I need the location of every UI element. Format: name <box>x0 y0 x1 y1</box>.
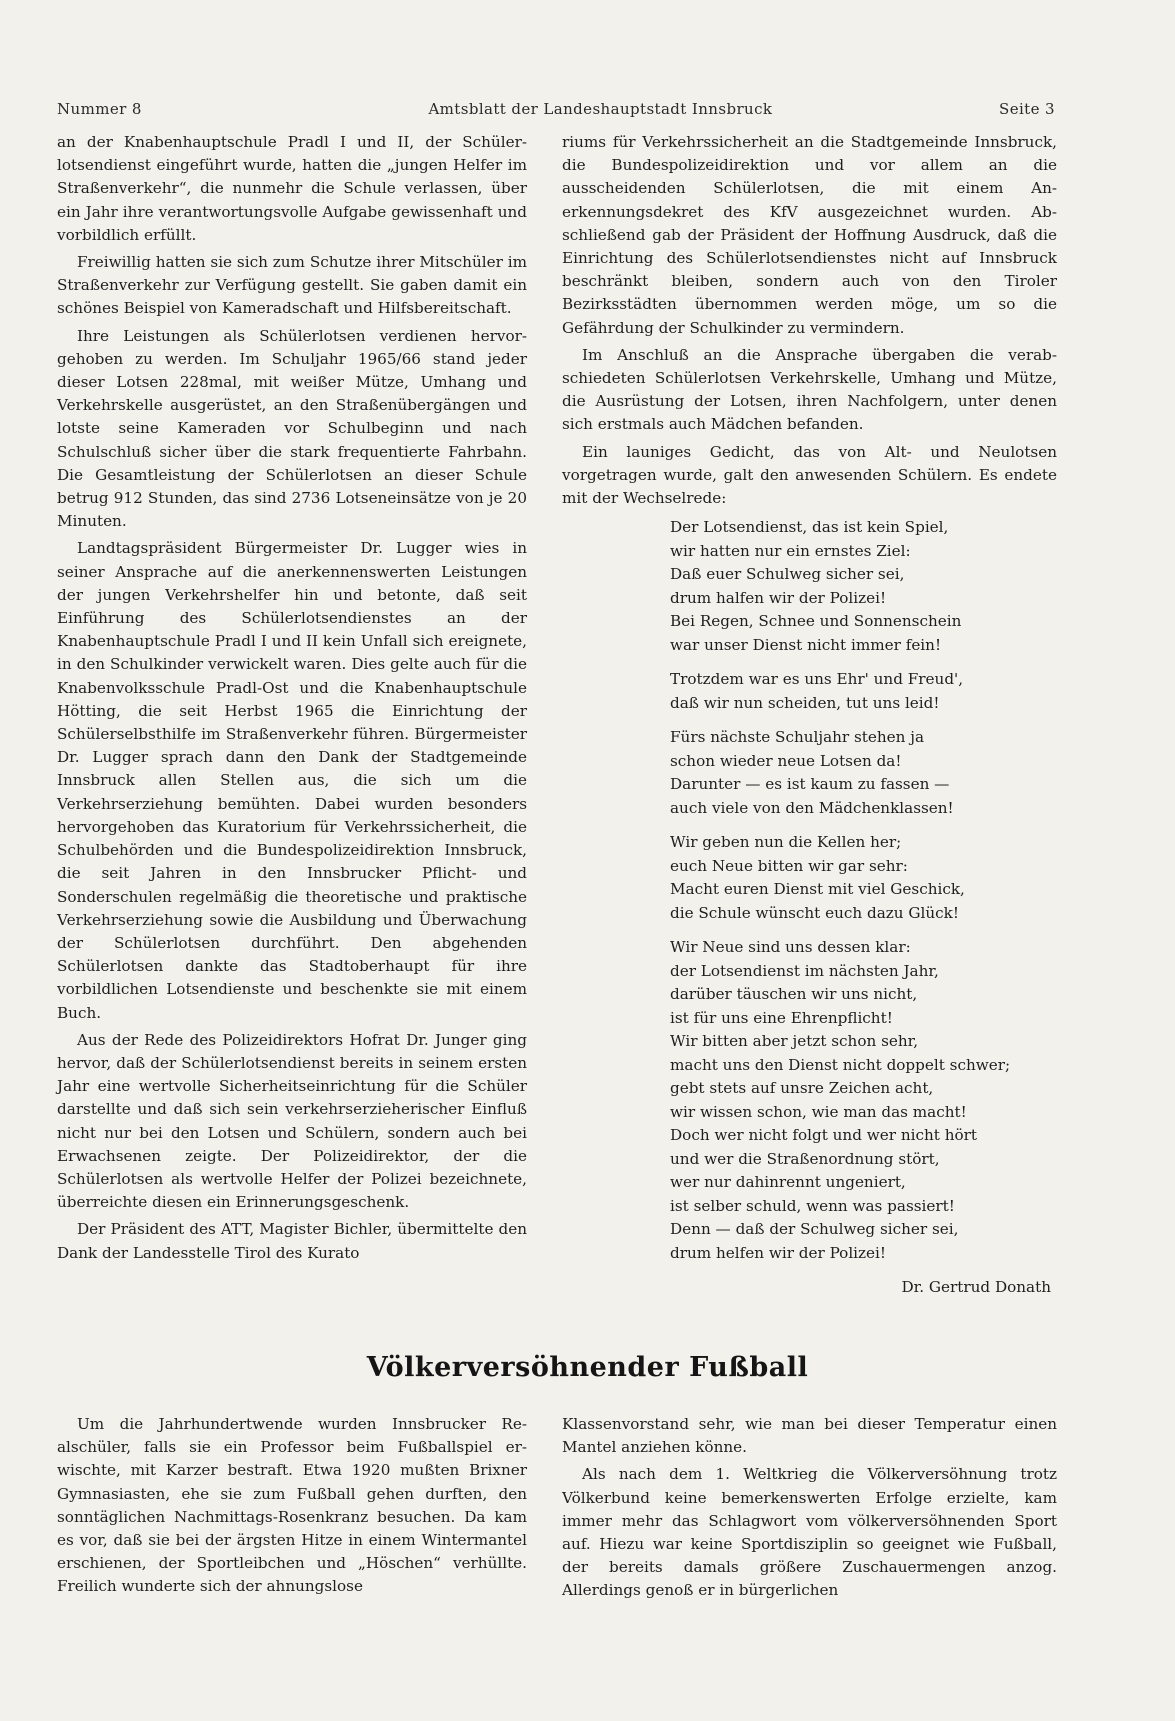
poem-line: euch Neue bitten wir gar sehr: <box>670 856 908 875</box>
poem-line: drum halfen wir der Polizei! <box>670 588 887 607</box>
paragraph: an der Knabenhauptschule Pradl I und II, der Schülerlotsendienst eingeführt wurde, hatten die „jungen Helfer im Straßenverkehr“, die nunmehr die Schule verlassen, über ein Jahr ihre verantwortungsvolle Aufgabe gewissenhaft und vorbildlich erfüllt. <box>57 133 527 244</box>
poem-line: Wir Neue sind uns dessen klar: <box>670 938 911 957</box>
author-signature: Dr. Gertrud Donath <box>901 1278 1051 1297</box>
poem-line: schon wieder neue Lotsen da! <box>670 751 902 770</box>
poem-line: auch viele von den Mädchenklassen! <box>670 798 954 817</box>
poem-line: wir hatten nur ein ernstes Ziel: <box>670 541 911 560</box>
paragraph: Um die Jahrhundertwende wurden Innsbrucker Realschüler, falls sie ein Professor beim Fußballspiel erwischte, mit Karzer bestraft. Etwa 1920 mußten Brixner Gymnasiasten, ehe sie zum Fußball gehen durften, den sonntäglichen Nachmittags-Rosenkranz besuchen. Da kam es vor, daß sie bei der ärgsten Hitze in einem Wintermantel erschienen, der Sportleibchen und „Höschen“ verhüllte. Freilich wunderte sich der ahnungslose <box>57 1415 527 1596</box>
poem-line: wir wissen schon, wie man das macht! <box>670 1102 967 1121</box>
article2-column-left <box>57 1413 527 1599</box>
poem-line: Darunter — es ist kaum zu fassen — <box>670 775 950 794</box>
paragraph: Aus der Rede des Polizeidirektors Hofrat Dr. Junger ging hervor, daß der Schülerlotsendienst bereits in seinem ersten Jahr eine wertvolle Sicherheitseinrichtung für die Schüler darstellte und daß sich sein verkehrserzieherischer Einfluß nicht nur bei den Lotsen und Schülern, sondern auch bei Erwachsenen zeigte. Der Polizeidirektor, der die Schülerlotsen als wertvolle Helfer der Polizei bezeichnete, überreichte diesen ein Erinnerungsgeschenk. <box>57 1030 527 1212</box>
paragraph: Landtagspräsident Bürgermeister Dr. Lugger wies in seiner Ansprache auf die anerkennenswerten Leistungen der jungen Verkehrshelfer hin und betonte, daß seit Einführung des Schülerlotsendienstes an der Knabenhauptschule Pradl I und II kein Unfall sich ereignete, in den Schulkinder verwickelt waren. Dies gelte auch für die Knabenvolksschule Pradl-Ost und die Knabenhauptschule Hötting, die seit Herbst 1965 die Einrichtung der Schülerselbsthilfe im Straßenverkehr führen. Bürgermeister Dr. Lugger sprach dann den Dank der Stadtgemeinde Innsbruck allen Stellen aus, die sich um die Verkehrserziehung bemühten. Dabei wurden besonders hervorgehoben das Kuratorium für Verkehrssicherheit, die Schulbehörden und die Bundespolizeidirektion Innsbruck, die seit Jahren in den Innsbrucker Pflicht- und Sonderschulen regelmäßig die theoretische und praktische Verkehrserziehung sowie die Ausbildung und Überwachung der Schülerlotsen durchführt. Den abgehenden Schülerlotsen dankte das Stadtoberhaupt für ihre vorbildlichen Lotsendienste und beschenkte sie mit einem Buch. <box>57 539 527 1022</box>
poem-line: Bei Regen, Schnee und Sonnenschein <box>670 612 962 631</box>
poem-line: darüber täuschen wir uns nicht, <box>670 985 918 1004</box>
article-column-left <box>57 131 527 1265</box>
poem-line: Trotzdem war es uns Ehr' und Freud', <box>670 670 964 689</box>
paragraph: riums für Verkehrssicherheit an die Stadtgemeinde Innsbruck, die Bundespolizeidirektion und vor allem an die ausscheidenden Schülerlotsen, die mit einem Anerkennungsdekret des KfV ausgezeichnet wurden. Abschließend gab der Präsident der Hoffnung Ausdruck, daß die Einrichtung des Schülerlotsendienstes nicht auf Innsbruck beschränkt bleiben, sondern auch von den Tiroler Bezirksstädten übernommen werden möge, um so die Gefährdung der Schulkinder zu vermindern. <box>562 133 1057 337</box>
paragraph: Ihre Leistungen als Schülerlotsen verdienen hervorgehoben zu werden. Im Schuljahr 1965/66 stand jeder dieser Lotsen 228mal, mit weißer Mütze, Umhang und Verkehrskelle ausgerüstet, an den Straßenübergängen und lotste seine Kameraden vor Schulbeginn und nach Schulschluß sicher über die stark frequentierte Fahrbahn. Die Gesamtleistung der Schülerlotsen an dieser Schule betrug 912 Stunden, das sind 2736 Lotseneinsätze von je 20 Minuten. <box>57 326 527 531</box>
paragraph: Ein launiges Gedicht, das von Alt- und Neulotsen vorgetragen wurde, galt den anwesenden Schülern. Es endete mit der Wechselrede: <box>562 442 1057 508</box>
poem-line: der Lotsendienst im nächsten Jahr, <box>670 961 939 980</box>
poem-line: drum helfen wir der Polizei! <box>670 1243 886 1262</box>
poem-line: ist für uns eine Ehrenpflicht! <box>670 1008 893 1027</box>
poem-stanza <box>670 726 1057 820</box>
poem-line: Wir bitten aber jetzt schon sehr, <box>670 1032 919 1051</box>
poem-line: Wir geben nun die Kellen her; <box>670 833 902 852</box>
paragraph: Klassenvorstand sehr, wie man bei dieser Temperatur einen Mantel anziehen könne. <box>562 1415 1057 1457</box>
poem-stanza <box>670 831 1057 925</box>
article-column-right <box>562 131 1057 1299</box>
poem-line: daß wir nun scheiden, tut uns leid! <box>670 693 940 712</box>
poem-stanza <box>670 668 1057 715</box>
poem-line: Macht euren Dienst mit viel Geschick, <box>670 880 965 899</box>
poem-line: Doch wer nicht folgt und wer nicht hört <box>670 1126 977 1145</box>
poem-line: Der Lotsendienst, das ist kein Spiel, <box>670 518 949 537</box>
poem <box>670 516 1057 1265</box>
poem-line: gebt stets auf unsre Zeichen acht, <box>670 1079 934 1098</box>
poem-line: Denn — daß der Schulweg sicher sei, <box>670 1220 959 1239</box>
paragraph: Als nach dem 1. Weltkrieg die Völkerversöhnung trotz Völkerbund keine bemerkenswerten Erfolge erzielte, kam immer mehr das Schlagwort vom völkerversöhnenden Sport auf. Hiezu war keine Sportdisziplin so geeignet wie Fußball, der bereits damals größere Zuschauermengen anzog. Allerdings genoß er in bürgerlichen <box>562 1465 1057 1600</box>
paragraph: Der Präsident des ATT, Magister Bichler, übermittelte den Dank der Landesstelle Tirol des Kurato <box>57 1220 527 1262</box>
poem-line: war unser Dienst nicht immer fein! <box>670 635 942 654</box>
publication-title: Amtsblatt der Landeshauptstadt Innsbruck <box>428 100 773 118</box>
page-number: Seite 3 <box>999 100 1055 118</box>
poem-line: Fürs nächste Schuljahr stehen ja <box>670 728 925 747</box>
poem-line: die Schule wünscht euch dazu Glück! <box>670 903 959 922</box>
paragraph: Freiwillig hatten sie sich zum Schutze ihrer Mitschüler im Straßenverkehr zur Verfügung gestellt. Sie gaben damit ein schönes Beispiel von Kameradschaft und Hilfsbereitschaft. <box>57 253 527 318</box>
running-header <box>57 100 1055 118</box>
poem-line: ist selber schuld, wenn was passiert! <box>670 1196 955 1215</box>
paragraph: Im Anschluß an die Ansprache übergaben die verabschiedeten Schülerlotsen Verkehrskelle, Umhang und Mütze, die Ausrüstung der Lotsen, ihren Nachfolgern, unter denen sich erstmals auch Mädchen befanden. <box>562 345 1057 434</box>
poem-line: und wer die Straßenordnung stört, <box>670 1149 940 1168</box>
issue-number: Nummer 8 <box>57 100 142 118</box>
poem-line: macht uns den Dienst nicht doppelt schwer; <box>670 1055 1011 1074</box>
poem-stanza <box>670 516 1057 657</box>
article2-column-right <box>562 1413 1057 1603</box>
poem-line: wer nur dahinrennt ungeniert, <box>670 1173 906 1192</box>
poem-line: Daß euer Schulweg sicher sei, <box>670 565 905 584</box>
poem-stanza <box>670 936 1057 1265</box>
article-headline: Völkerversöhnender Fußball <box>366 1352 809 1383</box>
